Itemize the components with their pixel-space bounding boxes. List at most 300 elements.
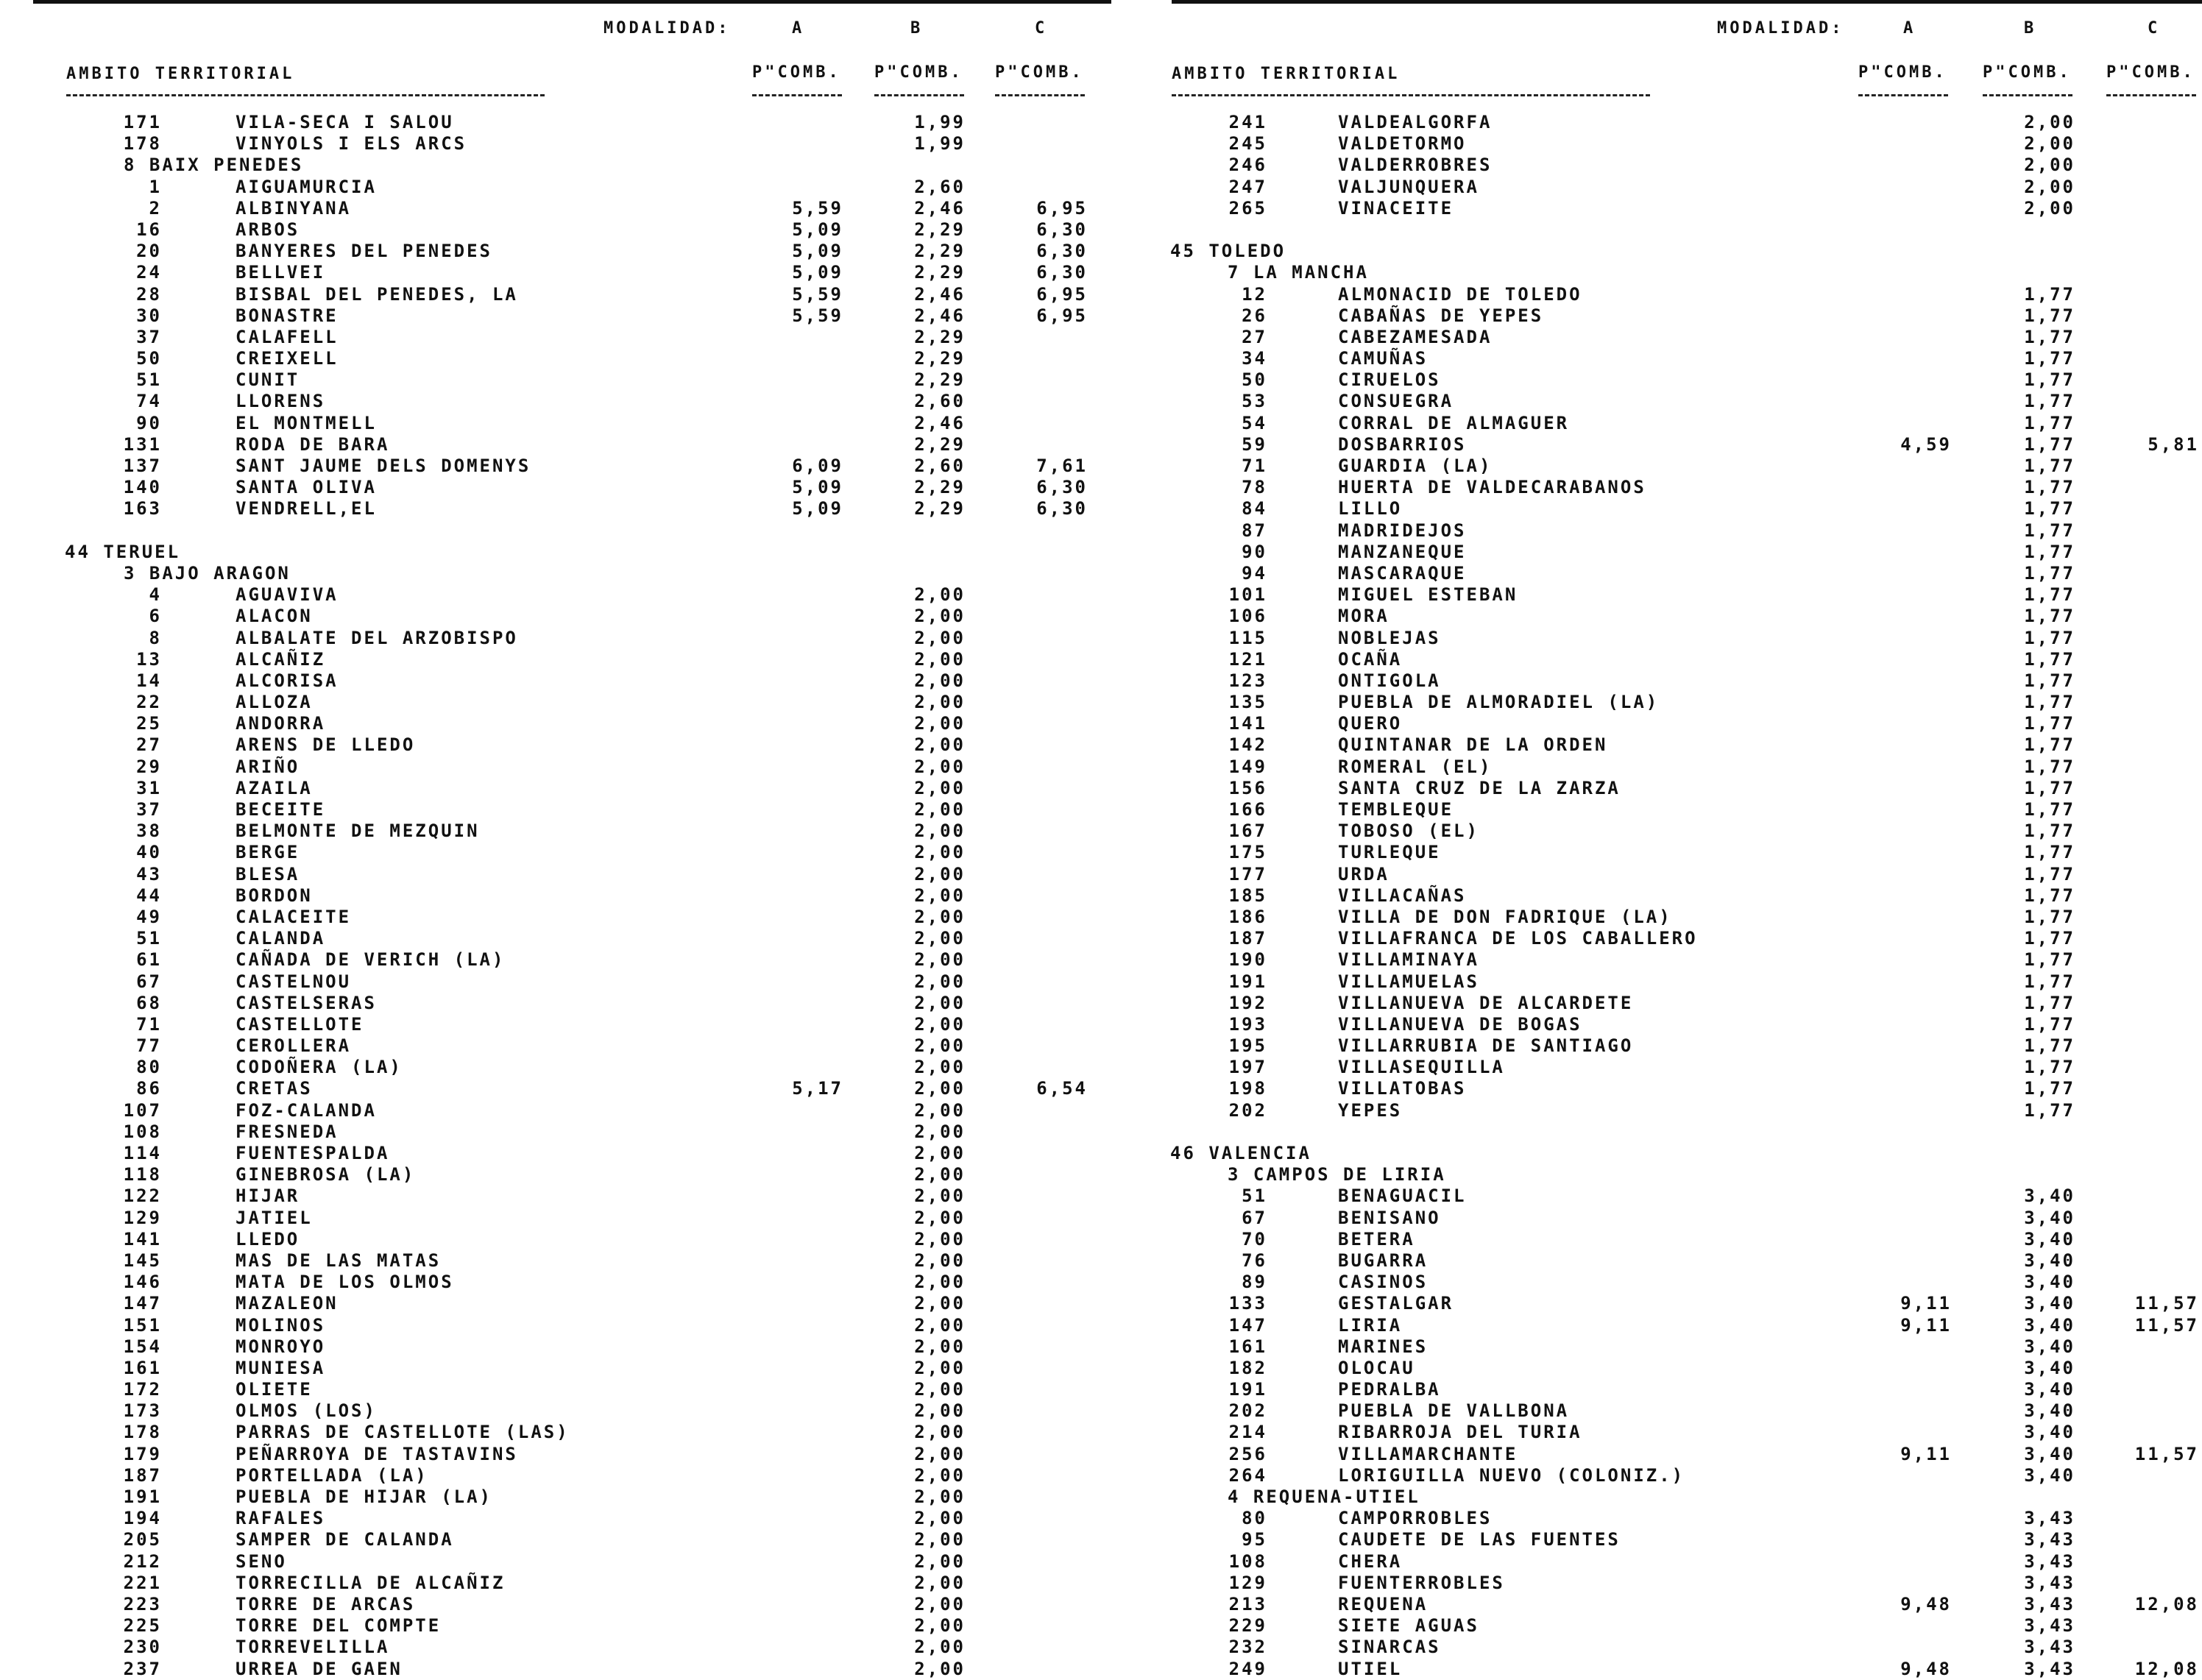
municipality-name: GUARDIA (LA) bbox=[1338, 456, 1493, 476]
municipality-code: 68 bbox=[136, 992, 162, 1013]
price-b: 2,00 bbox=[2024, 197, 2075, 219]
province-heading: 45 TOLEDO bbox=[1170, 241, 1286, 262]
price-b: 2,00 bbox=[914, 885, 966, 906]
top-rule bbox=[33, 0, 1111, 4]
price-b: 2,00 bbox=[914, 842, 966, 863]
municipality-code: 115 bbox=[1228, 627, 1267, 648]
municipality-code: 192 bbox=[1228, 992, 1267, 1013]
municipality-name: URREA DE GAEN bbox=[236, 1658, 403, 1679]
municipality-name: NOBLEJAS bbox=[1338, 627, 1441, 648]
municipality-name: SANT JAUME DELS DOMENYS bbox=[236, 456, 531, 476]
municipality-code: 53 bbox=[1242, 391, 1267, 412]
municipality-code: 191 bbox=[1228, 971, 1267, 992]
municipality-code: 77 bbox=[136, 1035, 162, 1057]
price-b: 2,00 bbox=[914, 1336, 966, 1357]
price-b: 3,40 bbox=[2024, 1250, 2075, 1271]
price-b: 3,43 bbox=[2024, 1572, 2075, 1593]
municipality-name: QUERO bbox=[1338, 713, 1403, 734]
municipality-name: CORRAL DE ALMAGUER bbox=[1338, 412, 1570, 433]
municipality-name: PUEBLA DE VALLBONA bbox=[1338, 1400, 1570, 1422]
price-b: 2,00 bbox=[914, 1379, 966, 1400]
price-b: 2,00 bbox=[914, 713, 966, 734]
municipality-code: 147 bbox=[123, 1293, 162, 1314]
municipality-code: 107 bbox=[123, 1099, 162, 1121]
municipality-name: FOZ-CALANDA bbox=[236, 1099, 377, 1121]
price-b: 2,00 bbox=[914, 1293, 966, 1314]
pcomb-b-header: P"COMB. bbox=[1983, 63, 2072, 82]
price-c: 6,30 bbox=[1036, 498, 1088, 520]
price-b: 2,29 bbox=[914, 433, 966, 455]
municipality-code: 34 bbox=[1242, 348, 1267, 369]
price-b: 2,00 bbox=[914, 906, 966, 927]
municipality-name: CRETAS bbox=[236, 1078, 313, 1099]
municipality-name: EL MONTMELL bbox=[236, 412, 377, 433]
municipality-name: BECEITE bbox=[236, 799, 326, 820]
municipality-name: ARENS DE LLEDO bbox=[236, 734, 416, 756]
ambito-header: AMBITO TERRITORIAL bbox=[1172, 65, 1401, 83]
price-b: 2,29 bbox=[914, 326, 966, 347]
municipality-name: PARRAS DE CASTELLOTE (LAS) bbox=[236, 1422, 570, 1443]
price-a: 9,11 bbox=[1900, 1293, 1952, 1314]
right-column bbox=[1104, 0, 2202, 1679]
modalidad-a: A bbox=[1903, 19, 1916, 38]
municipality-name: BONASTRE bbox=[236, 305, 339, 326]
price-b: 2,00 bbox=[914, 670, 966, 691]
municipality-name: MARINES bbox=[1338, 1336, 1429, 1357]
price-b: 2,00 bbox=[914, 1464, 966, 1486]
comarca-heading: 3 CAMPOS DE LIRIA bbox=[1228, 1164, 1446, 1185]
price-b: 2,00 bbox=[914, 1422, 966, 1443]
municipality-name: AZAILA bbox=[236, 777, 313, 798]
price-a: 5,09 bbox=[792, 477, 843, 498]
price-a: 9,48 bbox=[1900, 1658, 1952, 1679]
municipality-code: 26 bbox=[1242, 305, 1267, 326]
price-c: 11,57 bbox=[2134, 1293, 2199, 1314]
price-b: 1,77 bbox=[2024, 412, 2075, 433]
price-c: 6,95 bbox=[1036, 283, 1088, 305]
municipality-code: 70 bbox=[1242, 1228, 1267, 1250]
municipality-code: 2 bbox=[149, 197, 162, 219]
municipality-name: MANZANEQUE bbox=[1338, 541, 1467, 562]
price-a: 5,09 bbox=[792, 262, 843, 283]
price-b: 2,60 bbox=[914, 391, 966, 412]
modalidad-label: MODALIDAD: bbox=[1717, 19, 1844, 38]
municipality-code: 8 bbox=[149, 627, 162, 648]
municipality-name: CODOÑERA (LA) bbox=[236, 1057, 403, 1078]
municipality-name: MATA DE LOS OLMOS bbox=[236, 1272, 454, 1293]
municipality-name: LLORENS bbox=[236, 391, 326, 412]
municipality-name: FUENTERROBLES bbox=[1338, 1572, 1505, 1593]
price-b: 1,77 bbox=[2024, 949, 2075, 971]
price-b: 2,00 bbox=[914, 1013, 966, 1035]
municipality-name: ALLOZA bbox=[236, 692, 313, 713]
price-b: 2,00 bbox=[914, 971, 966, 992]
price-b: 1,77 bbox=[2024, 305, 2075, 326]
price-b: 2,00 bbox=[914, 1250, 966, 1271]
municipality-code: 40 bbox=[136, 842, 162, 863]
municipality-name: TORRECILLA DE ALCAÑIZ bbox=[236, 1572, 506, 1593]
price-b: 1,77 bbox=[2024, 928, 2075, 949]
municipality-code: 118 bbox=[123, 1164, 162, 1185]
municipality-name: CABEZAMESADA bbox=[1338, 326, 1493, 347]
municipality-name: VENDRELL,EL bbox=[236, 498, 377, 520]
municipality-name: VILLANUEVA DE BOGAS bbox=[1338, 1013, 1582, 1035]
price-b: 1,77 bbox=[2024, 477, 2075, 498]
price-b: 1,77 bbox=[2024, 520, 2075, 541]
pcomb-c-underline bbox=[995, 94, 1085, 96]
price-b: 2,00 bbox=[914, 1357, 966, 1378]
municipality-name: MORA bbox=[1338, 606, 1389, 627]
price-b: 1,77 bbox=[2024, 906, 2075, 927]
municipality-code: 230 bbox=[123, 1637, 162, 1658]
municipality-code: 44 bbox=[136, 885, 162, 906]
price-b: 2,00 bbox=[914, 1057, 966, 1078]
municipality-name: PORTELLADA (LA) bbox=[236, 1464, 428, 1486]
price-b: 2,00 bbox=[914, 1637, 966, 1658]
price-b: 2,00 bbox=[914, 1658, 966, 1679]
municipality-code: 194 bbox=[123, 1508, 162, 1529]
price-b: 2,46 bbox=[914, 283, 966, 305]
municipality-code: 175 bbox=[1228, 842, 1267, 863]
price-b: 1,77 bbox=[2024, 369, 2075, 391]
municipality-name: TEMBLEQUE bbox=[1338, 799, 1454, 820]
municipality-code: 205 bbox=[123, 1529, 162, 1550]
price-b: 1,99 bbox=[914, 112, 966, 132]
price-c: 6,30 bbox=[1036, 262, 1088, 283]
municipality-code: 166 bbox=[1228, 799, 1267, 820]
price-b: 2,60 bbox=[914, 456, 966, 476]
municipality-code: 31 bbox=[136, 777, 162, 798]
pcomb-c-underline bbox=[2106, 94, 2196, 96]
price-b: 2,29 bbox=[914, 477, 966, 498]
municipality-name: AGUAVIVA bbox=[236, 584, 339, 606]
municipality-code: 67 bbox=[1242, 1207, 1267, 1228]
pcomb-a-header: P"COMB. bbox=[1858, 63, 1947, 82]
pcomb-c-header: P"COMB. bbox=[995, 63, 1084, 82]
municipality-code: 80 bbox=[1242, 1508, 1267, 1529]
price-b: 2,29 bbox=[914, 219, 966, 240]
price-b: 1,77 bbox=[2024, 692, 2075, 713]
price-c: 12,08 bbox=[2134, 1593, 2199, 1615]
price-b: 1,77 bbox=[2024, 326, 2075, 347]
municipality-name: CONSUEGRA bbox=[1338, 391, 1454, 412]
municipality-name: TORREVELILLA bbox=[236, 1637, 390, 1658]
municipality-code: 90 bbox=[1242, 541, 1267, 562]
municipality-code: 178 bbox=[123, 133, 162, 155]
price-b: 1,77 bbox=[2024, 648, 2075, 670]
municipality-name: FUENTESPALDA bbox=[236, 1143, 390, 1163]
price-a: 5,59 bbox=[792, 197, 843, 219]
price-b: 2,00 bbox=[914, 777, 966, 798]
pcomb-c-header: P"COMB. bbox=[2106, 63, 2195, 82]
municipality-name: LORIGUILLA NUEVO (COLONIZ.) bbox=[1338, 1464, 1685, 1486]
price-b: 1,77 bbox=[2024, 885, 2075, 906]
price-c: 6,30 bbox=[1036, 477, 1088, 498]
price-b: 2,00 bbox=[2024, 112, 2075, 132]
municipality-code: 190 bbox=[1228, 949, 1267, 971]
modalidad-c: C bbox=[2148, 19, 2161, 38]
municipality-name: CAÑADA DE VERICH (LA) bbox=[236, 949, 506, 971]
municipality-name: MOLINOS bbox=[236, 1314, 326, 1336]
municipality-name: SIETE AGUAS bbox=[1338, 1615, 1479, 1637]
municipality-code: 51 bbox=[136, 369, 162, 391]
price-b: 2,00 bbox=[914, 692, 966, 713]
municipality-name: LILLO bbox=[1338, 498, 1403, 520]
municipality-code: 264 bbox=[1228, 1464, 1267, 1486]
price-b: 2,00 bbox=[914, 799, 966, 820]
municipality-name: VILLAMARCHANTE bbox=[1338, 1443, 1518, 1464]
price-b: 2,00 bbox=[914, 1143, 966, 1163]
municipality-code: 213 bbox=[1228, 1593, 1267, 1615]
municipality-name: CAUDETE DE LAS FUENTES bbox=[1338, 1529, 1621, 1550]
municipality-name: TORRE DE ARCAS bbox=[236, 1593, 416, 1615]
municipality-code: 214 bbox=[1228, 1422, 1267, 1443]
ambito-underline bbox=[66, 94, 545, 96]
municipality-name: SINARCAS bbox=[1338, 1637, 1441, 1658]
municipality-name: RAFALES bbox=[236, 1508, 326, 1529]
municipality-code: 59 bbox=[1242, 433, 1267, 455]
municipality-name: VILLAFRANCA DE LOS CABALLERO bbox=[1338, 928, 1698, 949]
municipality-code: 51 bbox=[1242, 1185, 1267, 1207]
price-a: 5,59 bbox=[792, 305, 843, 326]
municipality-name: PEDRALBA bbox=[1338, 1379, 1441, 1400]
municipality-name: BANYERES DEL PENEDES bbox=[236, 241, 492, 262]
price-b: 2,00 bbox=[914, 756, 966, 777]
price-b: 2,00 bbox=[914, 1314, 966, 1336]
municipality-code: 141 bbox=[1228, 713, 1267, 734]
municipality-code: 185 bbox=[1228, 885, 1267, 906]
municipality-name: VALJUNQUERA bbox=[1338, 176, 1479, 197]
municipality-code: 28 bbox=[136, 283, 162, 305]
price-b: 1,77 bbox=[2024, 1099, 2075, 1121]
municipality-name: MADRIDEJOS bbox=[1338, 520, 1467, 541]
comarca-heading: 3 BAJO ARAGON bbox=[124, 562, 291, 584]
price-b: 1,77 bbox=[2024, 541, 2075, 562]
price-c: 6,30 bbox=[1036, 219, 1088, 240]
municipality-code: 145 bbox=[123, 1250, 162, 1271]
municipality-name: BLESA bbox=[236, 863, 300, 885]
municipality-code: 161 bbox=[1228, 1336, 1267, 1357]
municipality-name: ROMERAL (EL) bbox=[1338, 756, 1493, 777]
municipality-code: 187 bbox=[123, 1464, 162, 1486]
municipality-code: 187 bbox=[1228, 928, 1267, 949]
price-b: 2,00 bbox=[2024, 133, 2075, 155]
comarca-heading: 4 REQUENA-UTIEL bbox=[1228, 1486, 1420, 1507]
municipality-name: MASCARAQUE bbox=[1338, 562, 1467, 584]
price-b: 3,40 bbox=[2024, 1379, 2075, 1400]
municipality-code: 202 bbox=[1228, 1099, 1267, 1121]
municipality-code: 20 bbox=[136, 241, 162, 262]
price-b: 2,00 bbox=[2024, 155, 2075, 176]
price-b: 2,46 bbox=[914, 197, 966, 219]
price-b: 2,00 bbox=[914, 1615, 966, 1637]
municipality-name: ONTIGOLA bbox=[1338, 670, 1441, 691]
price-b: 2,00 bbox=[914, 1078, 966, 1099]
municipality-name: CIRUELOS bbox=[1338, 369, 1441, 391]
price-b: 2,00 bbox=[914, 1164, 966, 1185]
municipality-code: 241 bbox=[1228, 112, 1267, 132]
municipality-code: 246 bbox=[1228, 155, 1267, 176]
price-a: 9,11 bbox=[1900, 1314, 1952, 1336]
price-b: 1,77 bbox=[2024, 713, 2075, 734]
municipality-code: 191 bbox=[1228, 1379, 1267, 1400]
municipality-name: VILA-SECA I SALOU bbox=[236, 112, 454, 132]
price-b: 3,43 bbox=[2024, 1550, 2075, 1572]
price-b: 1,77 bbox=[2024, 1057, 2075, 1078]
price-b: 3,43 bbox=[2024, 1508, 2075, 1529]
pcomb-b-underline bbox=[874, 94, 964, 96]
price-b: 2,29 bbox=[914, 241, 966, 262]
price-b: 3,40 bbox=[2024, 1357, 2075, 1378]
price-b: 1,77 bbox=[2024, 1078, 2075, 1099]
municipality-code: 135 bbox=[1228, 692, 1267, 713]
municipality-code: 193 bbox=[1228, 1013, 1267, 1035]
price-c: 6,30 bbox=[1036, 241, 1088, 262]
municipality-name: MONROYO bbox=[236, 1336, 326, 1357]
municipality-code: 141 bbox=[123, 1228, 162, 1250]
municipality-code: 129 bbox=[123, 1207, 162, 1228]
municipality-name: TOBOSO (EL) bbox=[1338, 820, 1479, 842]
price-b: 2,00 bbox=[914, 734, 966, 756]
price-b: 2,00 bbox=[914, 1272, 966, 1293]
municipality-code: 172 bbox=[123, 1379, 162, 1400]
municipality-code: 256 bbox=[1228, 1443, 1267, 1464]
municipality-code: 167 bbox=[1228, 820, 1267, 842]
municipality-code: 106 bbox=[1228, 606, 1267, 627]
pcomb-a-underline bbox=[752, 94, 842, 96]
municipality-code: 50 bbox=[1242, 369, 1267, 391]
municipality-code: 24 bbox=[136, 262, 162, 283]
municipality-code: 74 bbox=[136, 391, 162, 412]
municipality-code: 225 bbox=[123, 1615, 162, 1637]
price-b: 2,00 bbox=[914, 648, 966, 670]
price-a: 5,59 bbox=[792, 283, 843, 305]
price-b: 2,00 bbox=[914, 992, 966, 1013]
price-b: 2,00 bbox=[914, 1228, 966, 1250]
municipality-code: 265 bbox=[1228, 197, 1267, 219]
municipality-code: 237 bbox=[123, 1658, 162, 1679]
municipality-code: 202 bbox=[1228, 1400, 1267, 1422]
price-b: 1,77 bbox=[2024, 283, 2075, 305]
municipality-name: ARIÑO bbox=[236, 756, 300, 777]
municipality-name: BENAGUACIL bbox=[1338, 1185, 1467, 1207]
municipality-name: MUNIESA bbox=[236, 1357, 326, 1378]
municipality-code: 27 bbox=[1242, 326, 1267, 347]
municipality-name: DOSBARRIOS bbox=[1338, 433, 1467, 455]
price-b: 3,40 bbox=[2024, 1185, 2075, 1207]
municipality-name: PUEBLA DE ALMORADIEL (LA) bbox=[1338, 692, 1660, 713]
municipality-name: VILLACAÑAS bbox=[1338, 885, 1467, 906]
pcomb-a-underline bbox=[1858, 94, 1948, 96]
municipality-code: 232 bbox=[1228, 1637, 1267, 1658]
municipality-code: 49 bbox=[136, 906, 162, 927]
municipality-name: CASTELNOU bbox=[236, 971, 352, 992]
municipality-code: 43 bbox=[136, 863, 162, 885]
price-b: 3,40 bbox=[2024, 1293, 2075, 1314]
price-b: 1,77 bbox=[2024, 734, 2075, 756]
price-b: 1,77 bbox=[2024, 498, 2075, 520]
municipality-name: OLIETE bbox=[236, 1379, 313, 1400]
price-b: 2,29 bbox=[914, 369, 966, 391]
municipality-code: 37 bbox=[136, 799, 162, 820]
municipality-name: CUNIT bbox=[236, 369, 300, 391]
municipality-code: 163 bbox=[123, 498, 162, 520]
price-b: 2,00 bbox=[914, 820, 966, 842]
municipality-code: 221 bbox=[123, 1572, 162, 1593]
price-b: 2,00 bbox=[914, 863, 966, 885]
municipality-code: 27 bbox=[136, 734, 162, 756]
municipality-name: VINYOLS I ELS ARCS bbox=[236, 133, 467, 155]
price-b: 1,77 bbox=[2024, 971, 2075, 992]
municipality-code: 129 bbox=[1228, 1572, 1267, 1593]
municipality-code: 156 bbox=[1228, 777, 1267, 798]
municipality-name: TORRE DEL COMPTE bbox=[236, 1615, 442, 1637]
municipality-code: 161 bbox=[123, 1357, 162, 1378]
municipality-code: 80 bbox=[136, 1057, 162, 1078]
price-b: 3,43 bbox=[2024, 1529, 2075, 1550]
price-b: 3,40 bbox=[2024, 1314, 2075, 1336]
municipality-name: VILLANUEVA DE ALCARDETE bbox=[1338, 992, 1634, 1013]
municipality-name: BERGE bbox=[236, 842, 300, 863]
price-b: 1,77 bbox=[2024, 606, 2075, 627]
municipality-name: VALDERROBRES bbox=[1338, 155, 1493, 176]
price-b: 1,99 bbox=[914, 133, 966, 155]
municipality-code: 30 bbox=[136, 305, 162, 326]
price-b: 2,00 bbox=[914, 1486, 966, 1507]
municipality-name: HUERTA DE VALDECARABANOS bbox=[1338, 477, 1646, 498]
municipality-code: 198 bbox=[1228, 1078, 1267, 1099]
municipality-name: GESTALGAR bbox=[1338, 1293, 1454, 1314]
price-b: 2,00 bbox=[914, 949, 966, 971]
price-c: 6,54 bbox=[1036, 1078, 1088, 1099]
price-b: 2,00 bbox=[914, 1443, 966, 1464]
municipality-code: 37 bbox=[136, 326, 162, 347]
municipality-name: CALANDA bbox=[236, 928, 326, 949]
municipality-name: CREIXELL bbox=[236, 348, 339, 369]
municipality-name: MAZALEON bbox=[236, 1293, 339, 1314]
price-b: 2,00 bbox=[914, 584, 966, 606]
price-a: 6,09 bbox=[792, 456, 843, 476]
price-b: 2,00 bbox=[2024, 176, 2075, 197]
municipality-name: VALDEALGORFA bbox=[1338, 112, 1493, 132]
municipality-name: JATIEL bbox=[236, 1207, 313, 1228]
municipality-name: OLOCAU bbox=[1338, 1357, 1415, 1378]
price-b: 2,00 bbox=[914, 1550, 966, 1572]
municipality-name: BELMONTE DE MEZQUIN bbox=[236, 820, 480, 842]
municipality-name: RIBARROJA DEL TURIA bbox=[1338, 1422, 1582, 1443]
municipality-code: 87 bbox=[1242, 520, 1267, 541]
price-b: 3,40 bbox=[2024, 1400, 2075, 1422]
top-rule bbox=[1172, 0, 2202, 4]
municipality-code: 6 bbox=[149, 606, 162, 627]
municipality-name: UTIEL bbox=[1338, 1658, 1403, 1679]
price-b: 1,77 bbox=[2024, 842, 2075, 863]
price-b: 3,40 bbox=[2024, 1207, 2075, 1228]
municipality-name: YEPES bbox=[1338, 1099, 1403, 1121]
municipality-code: 122 bbox=[123, 1185, 162, 1207]
price-c: 6,95 bbox=[1036, 197, 1088, 219]
municipality-name: URDA bbox=[1338, 863, 1389, 885]
municipality-name: VILLA DE DON FADRIQUE (LA) bbox=[1338, 906, 1672, 927]
price-b: 1,77 bbox=[2024, 799, 2075, 820]
municipality-name: PEÑARROYA DE TASTAVINS bbox=[236, 1443, 518, 1464]
municipality-code: 151 bbox=[123, 1314, 162, 1336]
price-b: 3,43 bbox=[2024, 1615, 2075, 1637]
price-b: 3,40 bbox=[2024, 1422, 2075, 1443]
municipality-code: 38 bbox=[136, 820, 162, 842]
municipality-code: 173 bbox=[123, 1400, 162, 1422]
price-c: 12,08 bbox=[2134, 1658, 2199, 1679]
